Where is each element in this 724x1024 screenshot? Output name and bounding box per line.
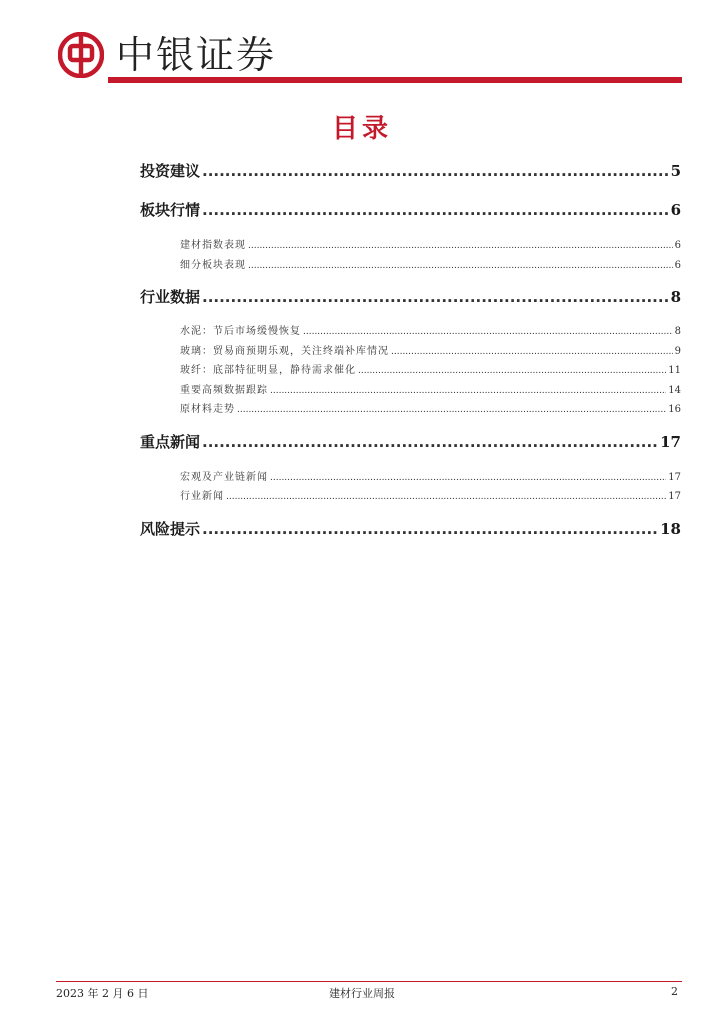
toc-subentry-page: 14 <box>668 385 681 396</box>
toc-entry-page: 18 <box>660 520 681 538</box>
toc-subentry-page: 16 <box>668 404 681 415</box>
toc-subentry[interactable] <box>180 400 681 415</box>
toc-subentry[interactable] <box>180 256 681 271</box>
toc-entry[interactable] <box>140 160 681 181</box>
toc-entry-label: 重点新闻 <box>140 433 201 451</box>
toc-leader-dots <box>226 492 666 502</box>
toc-leader-dots <box>270 386 666 396</box>
toc-subentry[interactable] <box>180 322 681 337</box>
toc-subentry[interactable] <box>180 236 681 251</box>
toc-subentry-label: 玻纤：底部特征明显，静待需求催化 <box>180 365 356 376</box>
toc-subentry[interactable] <box>180 468 681 483</box>
toc-subentry-page: 17 <box>668 491 681 502</box>
toc-subentry-label: 水泥：节后市场缓慢恢复 <box>180 326 301 337</box>
toc-subentry-page: 9 <box>674 346 681 357</box>
toc-entry[interactable] <box>140 431 681 452</box>
toc-subentry-page: 11 <box>668 365 681 376</box>
toc-title: 目录 <box>331 114 392 144</box>
toc-leader-dots <box>303 327 673 337</box>
footer-page-number: 2 <box>671 985 678 998</box>
brand-name: 中银证券 <box>116 33 277 77</box>
footer-divider <box>56 981 682 982</box>
toc-leader-dots <box>391 347 673 357</box>
toc-subentry[interactable] <box>180 487 681 502</box>
toc-subentry-label: 玻璃：贸易商预期乐观，关注终端补库情况 <box>180 346 389 357</box>
toc-subentry-page: 6 <box>674 240 681 251</box>
toc-subentry-label: 原材料走势 <box>180 404 235 415</box>
toc-subentry-page: 17 <box>668 472 681 483</box>
toc-entry-page: 17 <box>660 433 681 451</box>
toc-entry-page: 6 <box>670 201 681 219</box>
toc-entry-label: 板块行情 <box>140 201 201 219</box>
footer-title: 建材行业周报 <box>329 987 395 1000</box>
toc-entry-page: 8 <box>670 288 681 306</box>
toc-subentry[interactable] <box>180 342 681 357</box>
footer-date: 2023 年 2 月 6 日 <box>56 987 149 1000</box>
toc-entry-label: 投资建议 <box>140 162 201 180</box>
toc-entry-page: 5 <box>670 162 681 180</box>
toc-entry[interactable] <box>140 199 681 220</box>
toc-subentry-page: 8 <box>674 326 681 337</box>
toc-subentry-label: 细分板块表现 <box>180 260 246 271</box>
toc-leader-dots <box>202 433 658 451</box>
toc-leader-dots <box>202 201 669 219</box>
toc-leader-dots <box>202 162 669 180</box>
toc-leader-dots <box>248 241 673 251</box>
toc-subentry-label: 建材指数表现 <box>180 240 246 251</box>
toc-leader-dots <box>358 366 666 376</box>
toc-subentry-label: 重要高频数据跟踪 <box>180 385 268 396</box>
toc-subentry-page: 6 <box>674 260 681 271</box>
toc-subentry[interactable] <box>180 361 681 376</box>
toc-leader-dots <box>248 261 673 271</box>
toc-entry-label: 行业数据 <box>140 288 201 306</box>
toc-subentry-label: 行业新闻 <box>180 491 224 502</box>
toc-subentry[interactable] <box>180 381 681 396</box>
header-divider <box>108 77 682 83</box>
toc-entry[interactable] <box>140 518 681 539</box>
toc-leader-dots <box>202 288 669 306</box>
toc-entry-label: 风险提示 <box>140 520 201 538</box>
toc-subentry-label: 宏观及产业链新闻 <box>180 472 268 483</box>
toc-leader-dots <box>270 473 666 483</box>
toc-entry[interactable] <box>140 286 681 307</box>
page-header <box>56 30 682 80</box>
toc-leader-dots <box>237 405 666 415</box>
bank-of-china-logo-icon <box>58 32 104 78</box>
toc-leader-dots <box>202 520 658 538</box>
